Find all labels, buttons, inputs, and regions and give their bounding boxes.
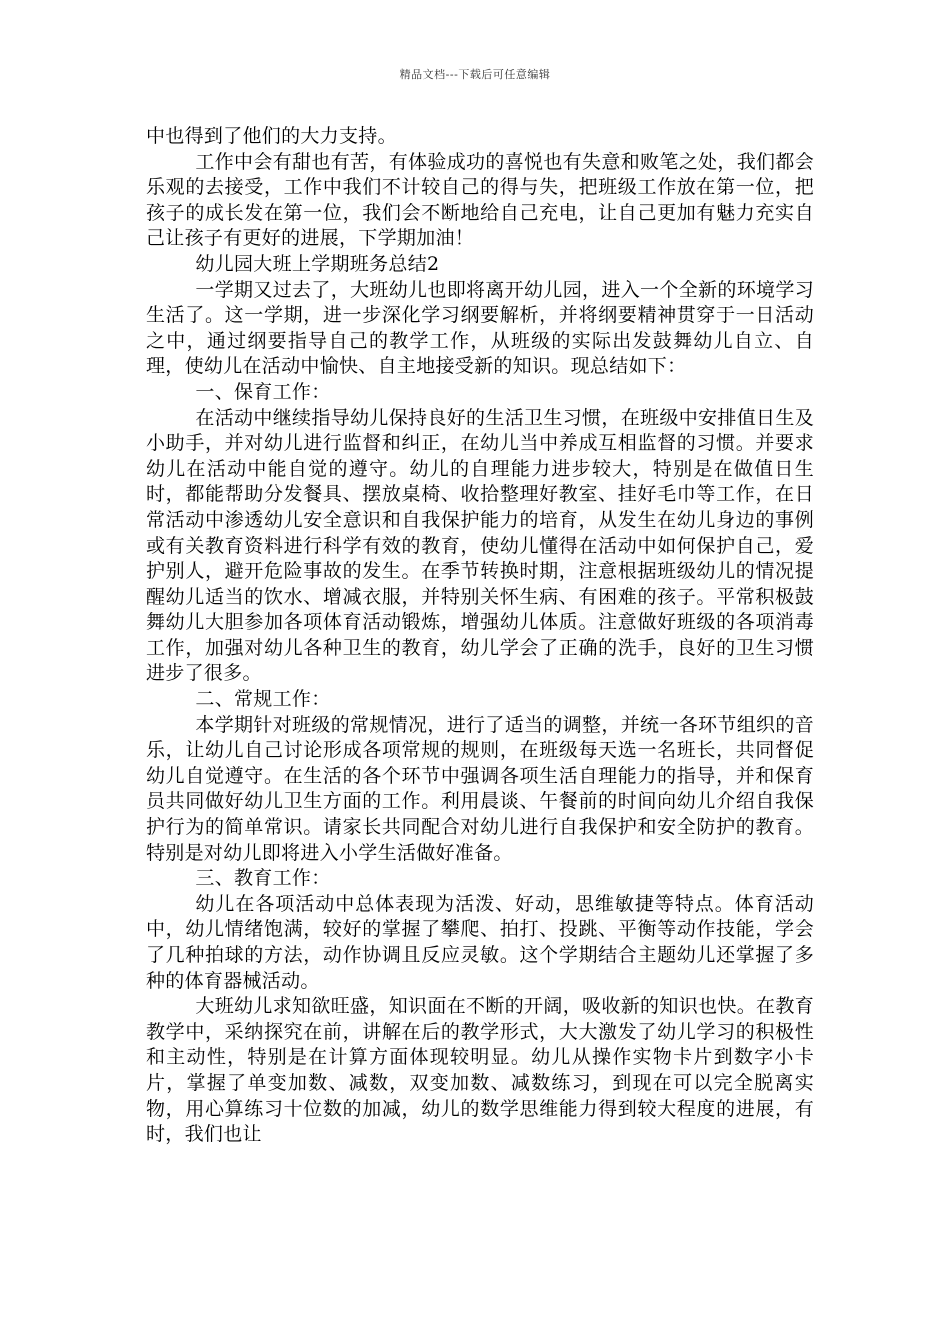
section-title: 幼儿园大班上学期班务总结2 [195, 252, 440, 275]
section-heading: 三、教育工作： [195, 867, 331, 890]
paragraph: 本学期针对班级的常规情况，进行了适当的调整，并统一各环节组织的音乐，让幼儿自己讨论形成各项常规的规则，在班级每天选一名班长，共同督促幼儿自觉遵守。在生活的各个环节中强调各项生活自理能力的指导，并和保育员共同做好幼儿卫生方面的工作。利用晨谈、午餐前的时间向幼儿介绍自我保护行为的简单常识。请家长共同配合对幼儿进行自我保护和安全防护的教育。特别是对幼儿即将进入小学生活做好准备。 [146, 713, 814, 864]
section-heading: 一、保育工作： [195, 380, 331, 403]
document-body [146, 124, 814, 1148]
paragraph: 大班幼儿求知欲旺盛，知识面在不断的开阔，吸收新的知识也快。在教育教学中，采纳探究在前，讲解在后的教学形式，大大激发了幼儿学习的积极性和主动性，特别是在计算方面体现较明显。幼儿从操作实物卡片到数字小卡片，掌握了单变加数、减数，双变加数、减数练习，到现在可以完全脱离实物，用心算练习十位数的加减，幼儿的数学思维能力得到较大程度的进展，有时，我们也让 [146, 995, 814, 1146]
paragraph: 在活动中继续指导幼儿保持良好的生活卫生习惯，在班级中安排值日生及小助手，并对幼儿进行监督和纠正，在幼儿当中养成互相监督的习惯。并要求幼儿在活动中能自觉的遵守。幼儿的自理能力进步较大，特别是在做值日生时，都能帮助分发餐具、摆放桌椅、收拾整理好教室、挂好毛巾等工作，在日常活动中渗透幼儿安全意识和自我保护能力的培育，从发生在幼儿身边的事例或有关教育资料进行科学有效的教育，使幼儿懂得在活动中如何保护自己，爱护别人，避开危险事故的发生。在季节转换时期，注意根据班级幼儿的情况提醒幼儿适当的饮水、增减衣服，并特别关怀生病、有困难的孩子。平常积极鼓舞幼儿大胆参加各项体育活动锻炼，增强幼儿体质。注意做好班级的各项消毒工作，加强对幼儿各种卫生的教育，幼儿学会了正确的洗手，良好的卫生习惯进步了很多。 [146, 406, 814, 685]
paragraph: 一学期又过去了，大班幼儿也即将离开幼儿园，进入一个全新的环境学习生活了。这一学期，进一步深化学习纲要解析，并将纲要精神贯穿于一日活动之中，通过纲要指导自己的教学工作，从班级的实际出发鼓舞幼儿自立、自理，使幼儿在活动中愉快、自主地接受新的知识。现总结如下： [146, 278, 814, 378]
paragraph: 幼儿在各项活动中总体表现为活泼、好动，思维敏捷等特点。体育活动中，幼儿情绪饱满，较好的掌握了攀爬、拍打、投跳、平衡等动作技能，学会了几种拍球的方法，动作协调且反应灵敏。这个学期结合主题幼儿还掌握了多种的体育器械活动。 [146, 892, 814, 992]
paragraph: 工作中会有甜也有苦，有体验成功的喜悦也有失意和败笔之处，我们都会乐观的去接受，工作中我们不计较自己的得与失，把班级工作放在第一位，把孩子的成长发在第一位，我们会不断地给自己充电，让自己更加有魅力充实自己让孩子有更好的进展，下学期加油！ [146, 150, 814, 250]
page-header: 精品文档---下载后可任意编辑 [399, 68, 551, 81]
paragraph: 中也得到了他们的大力支持。 [146, 125, 397, 147]
section-heading: 二、常规工作： [195, 688, 331, 711]
